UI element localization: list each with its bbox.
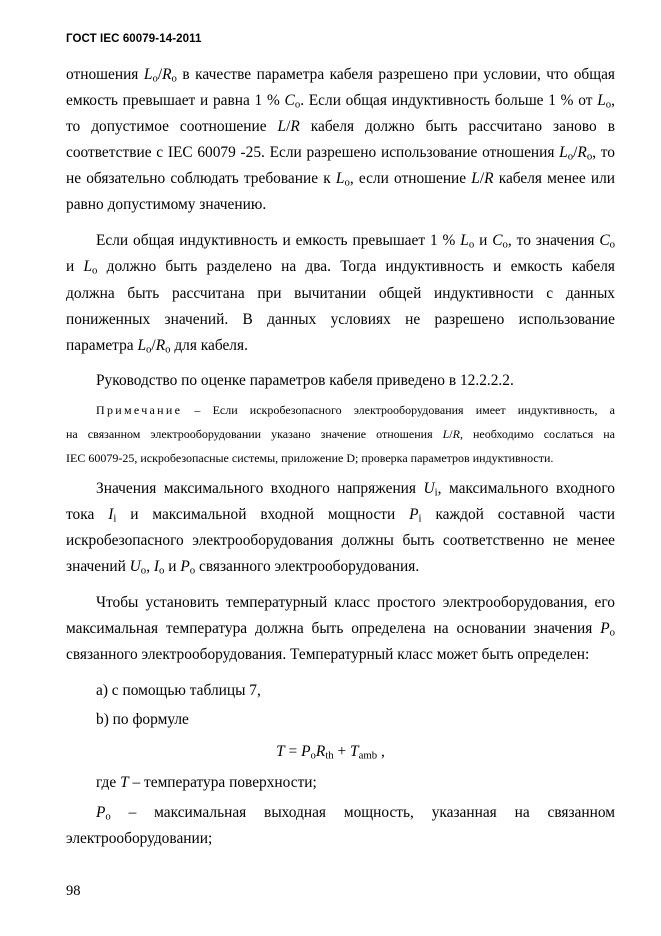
paragraph-5-line-3: связанного электрооборудования. Температурный класс может быть определен: — [66, 646, 590, 663]
paragraph-2-line-1: Если общая индуктивность и емкость превышает 1 % $L_o$ и $C_o$, то значения $C_o$ — [96, 232, 615, 251]
note-label: Примечание — [96, 403, 183, 417]
paragraph-1-line-5: не обязательно соблюдать требование к $L_o$, если отношение L/R кабеля менее или — [66, 170, 615, 189]
definition-po-line-2: электрооборудовании; — [66, 830, 213, 847]
paragraph-4-line-1: Значения максимального входного напряжения $U_i$, максимального входного — [96, 480, 615, 499]
paragraph-4-line-3: искробезопасного электрооборудования должны быть соответственно не менее — [66, 532, 615, 549]
note-line-1: Примечание – Если искробезопасного электрооборудования имеет индуктивность, а — [96, 403, 615, 417]
paragraph-2-line-2: и $L_o$ должно быть разделено на два. Тогда индуктивность и емкость кабеля — [66, 258, 615, 277]
paragraph-5-line-1: Чтобы установить температурный класс простого электрооборудования, его — [96, 594, 615, 611]
paragraph-1-line-1: отношения $L_o/R_o$ в качестве параметра кабеля разрешено при условии, что общая — [66, 66, 615, 85]
definition-po-line-1: $P_o$ – максимальная выходная мощность, указанная на связанном — [96, 804, 615, 823]
list-item-b: b) по формуле — [96, 711, 189, 728]
paragraph-1-line-4: соответствие с IEC 60079 -25. Если разрешено использование отношения $L_o/R_o$, то — [66, 144, 615, 163]
paragraph-4-line-4: значений $U_o$, $I_o$ и $P_o$ связанного электрооборудования. — [66, 558, 420, 577]
paragraph-4-line-2: тока $I_i$ и максимальной входной мощности $P_i$ каждой составной части — [66, 506, 615, 525]
paragraph-1-line-3: то допустимое соотношение L/R кабеля должно быть рассчитано заново в — [66, 118, 615, 135]
page-number: 98 — [66, 883, 81, 899]
note-line-2: на связанном электрооборудовании указано значение отношения L/R, необходимо сослаться на — [66, 427, 616, 441]
temperature-formula: $T = P_oR_{th} + T_{amb}$ , — [276, 743, 385, 762]
paragraph-2-line-4: пониженных значений. В данных условиях не разрешено использование — [66, 311, 615, 328]
paragraph-1-line-6: равно допустимому значению. — [66, 196, 267, 213]
note-line-3: IEC 60079-25, искробезопасные системы, приложение D; проверка параметров индуктивности. — [66, 451, 554, 465]
paragraph-2-line-3: должна быть рассчитана при вычитании общей индуктивности с данных — [66, 285, 615, 302]
paragraph-5-line-2: максимальная температура должна быть определена на основании значения $P_o$ — [66, 620, 615, 639]
list-item-a: а) с помощью таблицы 7, — [96, 682, 261, 699]
document-header: ГОСТ IEC 60079-14-2011 — [66, 33, 202, 45]
paragraph-2-line-5: параметра $L_o/R_o$ для кабеля. — [66, 337, 248, 356]
paragraph-1-line-2: емкость превышает и равна 1 % $C_o$. Если общая индуктивность больше 1 % от $L_o$, — [66, 92, 615, 111]
definition-t: где T – температура поверхности; — [96, 774, 317, 791]
paragraph-3: Руководство по оценке параметров кабеля приведено в 12.2.2.2. — [96, 372, 514, 389]
